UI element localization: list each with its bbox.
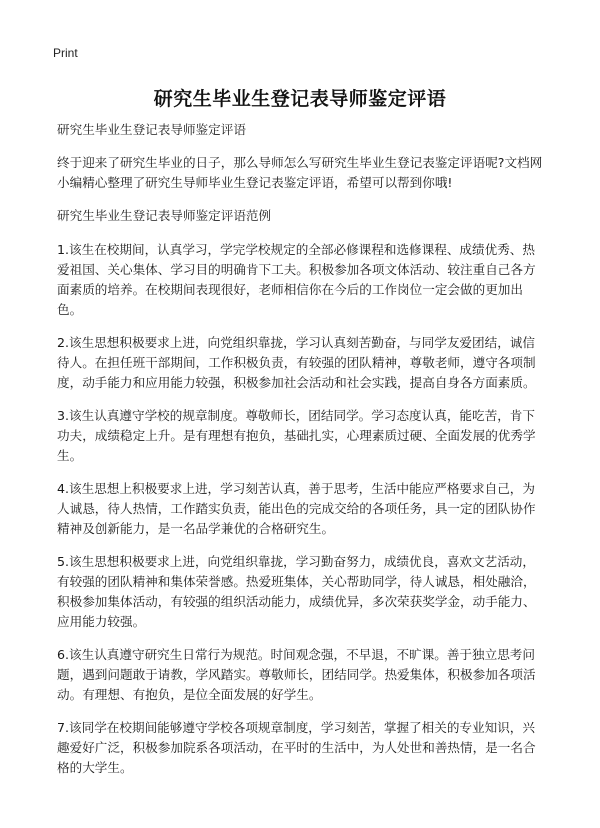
document-subtitle: 研究生毕业生登记表导师鉴定评语 <box>57 122 246 137</box>
evaluation-item-7: 7.该同学在校期间能够遵守学校各项规章制度，学习刻苦，掌握了相关的专业知识，兴趣爱好广泛，积极参加院系各项活动，在平时的生活中，为人处世和善热情，是一名合格的大学生。 <box>57 720 536 775</box>
evaluation-item-5: 5.该生思想积极要求上进，向党组织靠拢，学习勤奋努力，成绩优良，喜欢文艺活动，有较强的团队精神和集体荣誉感。热爱班集体，关心帮助同学，待人诚恳，相处融洽，积极参加集体活动，有较强的组织活动能力，成绩优异，多次荣获奖学金，动手能力、应用能力较强。 <box>57 554 536 629</box>
evaluation-item-2: 2.该生思想积极要求上进，向党组织靠拢，学习认真刻苦勤奋，与同学友爱团结，诚信待人。在担任班干部期间，工作积极负责，有较强的团队精神，尊敬老师，遵守各项制度，动手能力和应用能力较强，积极参加社会活动和社会实践，提高自身各方面素质。 <box>57 335 536 390</box>
intro-paragraph: 终于迎来了研究生毕业的日子，那么导师怎么写研究生毕业生登记表鉴定评语呢?文档网小编精心整理了研究生导师毕业生登记表鉴定评语，希望可以帮到你哦! <box>57 155 543 190</box>
evaluation-item-3: 3.该生认真遵守学校的规章制度。尊敬师长，团结同学。学习态度认真，能吃苦，肯下功夫，成绩稳定上升。是有理想有抱负，基础扎实，心理素质过硬、全面发展的优秀学生。 <box>57 408 536 463</box>
page-title: 研究生毕业生登记表导师鉴定评语 <box>153 88 447 110</box>
section-heading: 研究生毕业生登记表导师鉴定评语范例 <box>57 208 272 223</box>
evaluation-item-6: 6.该生认真遵守研究生日常行为规范。时间观念强，不早退，不旷课。善于独立思考问题，遇到问题敢于请教，学风踏实。尊敬师长，团结同学。热爱集体，积极参加各项活动。有理想、有抱负，是位全面发展的好学生。 <box>57 647 536 702</box>
evaluation-item-1: 1.该生在校期间，认真学习，学完学校规定的全部必修课程和选修课程、成绩优秀、热爱祖国、关心集体、学习目的明确肯下工夫。积极参加各项文体活动、较注重自己各方面素质的培养。在校期间表现很好，老师相信你在今后的工作岗位一定会做的更加出色。 <box>57 242 536 317</box>
document-body <box>57 120 547 791</box>
print-label[interactable]: Print <box>53 46 78 60</box>
evaluation-item-4: 4.该生思想上积极要求上进，学习刻苦认真，善于思考，生活中能应严格要求自己，为人诚恳，待人热情，工作踏实负责，能出色的完成交给的各项任务，具一定的团队协作精神及创新能力，是一名品学兼优的合格研究生。 <box>57 481 536 536</box>
